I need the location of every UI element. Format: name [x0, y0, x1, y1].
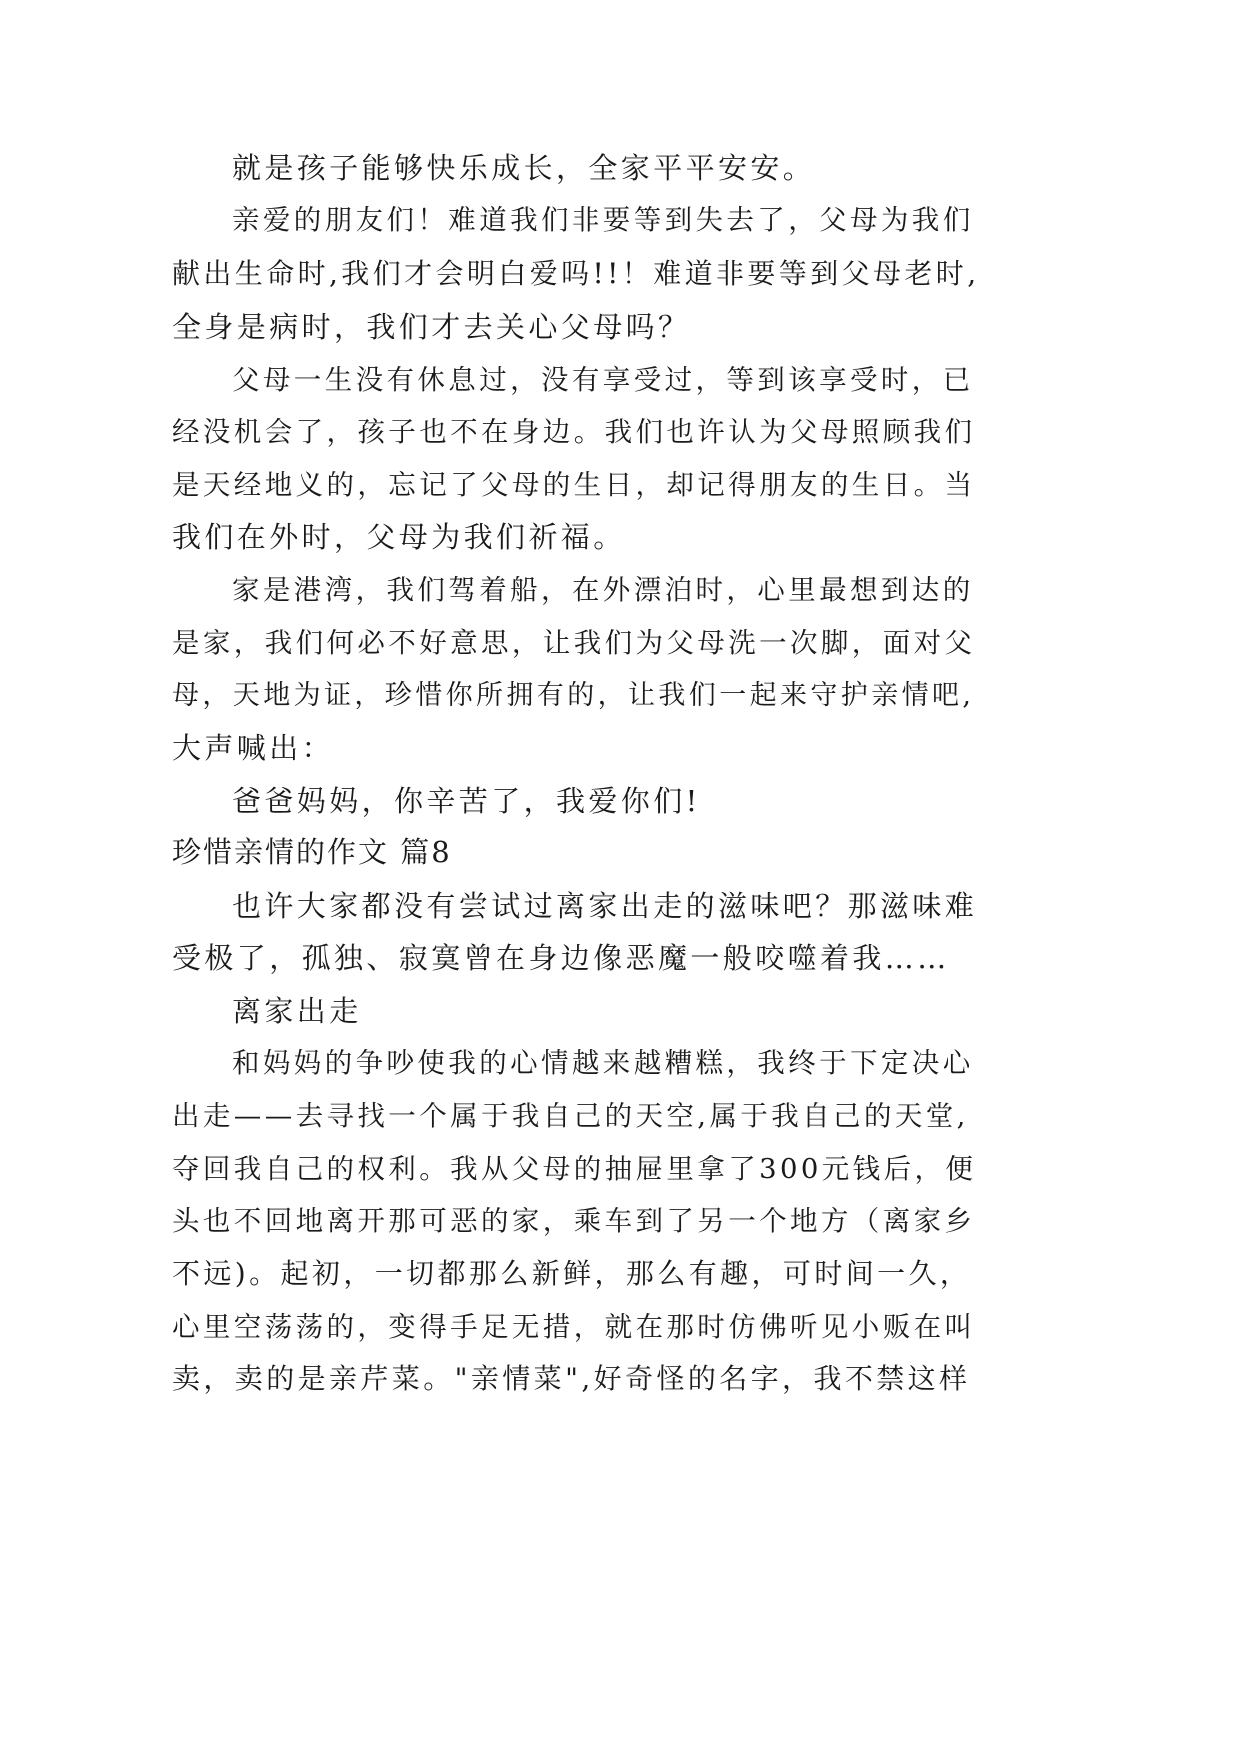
paragraph-line: 是家，我们何必不好意思，让我们为父母洗一次脚，面对父 — [172, 627, 976, 659]
paragraph-line: 就是孩子能够快乐成长，全家平平安安。 — [232, 151, 816, 185]
paragraph-line: 爸爸妈妈，你辛苦了，我爱你们! — [232, 784, 701, 818]
section-heading: 珍惜亲情的作文 篇8 — [172, 835, 452, 869]
paragraph-line: 家是港湾，我们驾着船，在外漂泊时，心里最想到达的 — [232, 574, 974, 606]
paragraph-line: 亲爱的朋友们！难道我们非要等到失去了，父母为我们 — [232, 204, 974, 236]
paragraph-line: 献出生命时,我们才会明白爱吗!!！难道非要等到父母老时, — [172, 257, 980, 290]
paragraph-line: 经没机会了，孩子也不在身边。我们也许认为父母照顾我们 — [172, 416, 976, 448]
paragraph-line: 夺回我自己的权利。我从父母的抽屉里拿了300元钱后，便 — [172, 1153, 977, 1185]
paragraph-line: 心里空荡荡的，变得手足无措，就在那时仿佛听见小贩在叫 — [172, 1311, 976, 1343]
paragraph-line: 父母一生没有休息过，没有享受过，等到该享受时，已 — [232, 364, 974, 396]
paragraph-line: 和妈妈的争吵使我的心情越来越糟糕，我终于下定决心 — [232, 1047, 974, 1079]
paragraph-line: 不远)。起初，一切都那么新鲜，那么有趣，可时间一久， — [172, 1257, 972, 1290]
paragraph-line: 是天经地义的，忘记了父母的生日，却记得朋友的生日。当 — [172, 469, 976, 501]
paragraph-line: 全身是病时，我们才去关心父母吗？ — [172, 310, 691, 344]
paragraph-line: 出走——去寻找一个属于我自己的天空,属于我自己的天堂, — [172, 1100, 969, 1132]
paragraph-line: 头也不回地离开那可恶的家，乘车到了另一个地方（离家乡 — [172, 1205, 976, 1237]
paragraph-line: 离家出走 — [232, 994, 362, 1028]
paragraph-line: 也许大家都没有尝试过离家出走的滋味吧？那滋味难 — [232, 889, 978, 923]
paragraph-line: 我们在外时，父母为我们祈福。 — [172, 520, 626, 554]
paragraph-line: 卖，卖的是亲芹菜。"亲情菜",好奇怪的名字，我不禁这样 — [172, 1362, 971, 1395]
paragraph-line: 母，天地为证，珍惜你所拥有的，让我们一起来守护亲情吧, — [172, 680, 975, 711]
paragraph-line: 大声喊出： — [172, 731, 335, 765]
paragraph-line: 受极了，孤独、寂寞曾在身边像恶魔一般咬噬着我…… — [172, 941, 950, 975]
